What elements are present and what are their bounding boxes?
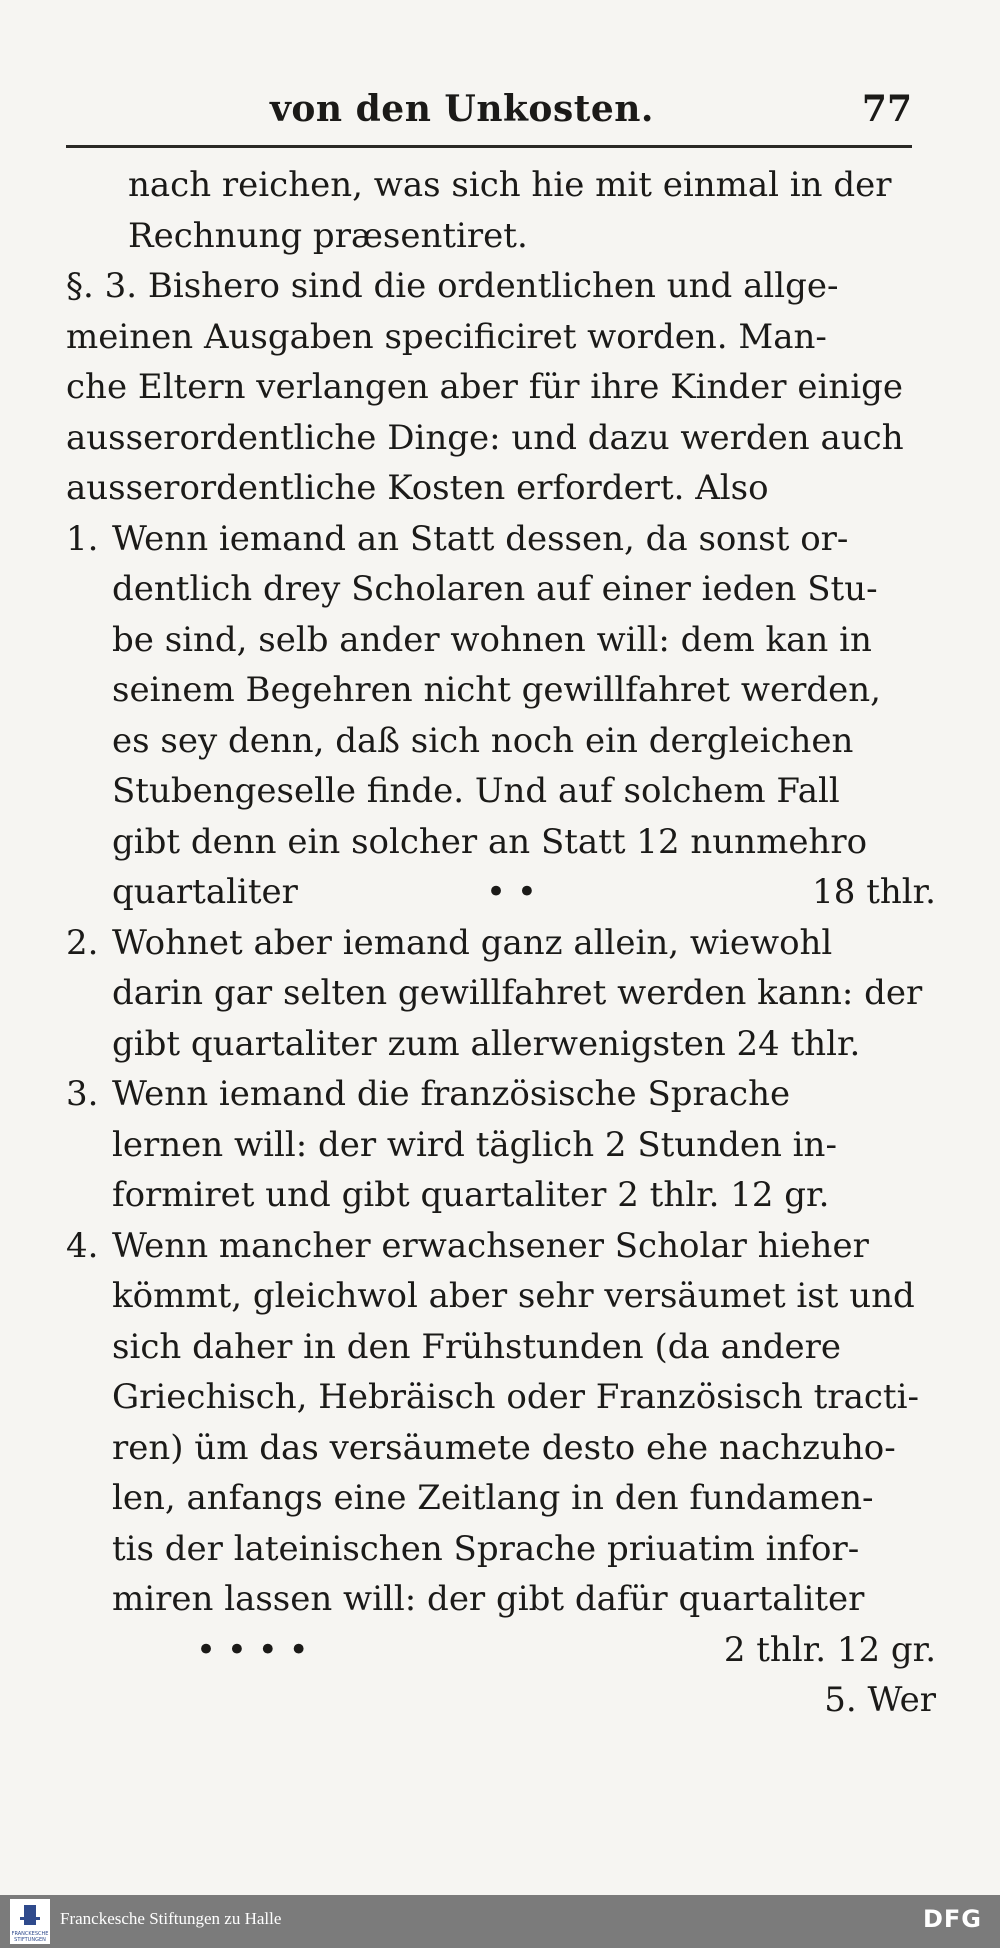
text-line	[66, 968, 936, 1019]
text-line	[66, 1625, 936, 1676]
logo-mark-icon	[24, 1905, 36, 1925]
text-line	[66, 312, 936, 363]
text-line	[66, 514, 936, 565]
line-text: Stubengeselle finde. Und auf solchem Fall	[112, 771, 840, 811]
item-number: 2.	[66, 922, 99, 963]
line-text: Wohnet aber iemand ganz allein, wiewohl	[112, 922, 833, 963]
text-line	[66, 1372, 936, 1423]
dfg-logo: DFG	[922, 1905, 982, 1933]
text-line	[66, 918, 936, 969]
line-text: gibt denn ein solcher an Statt 12 nunmehro	[112, 821, 868, 862]
line-text: kömmt, gleichwol aber sehr versäumet ist und	[112, 1276, 915, 1316]
catchword: 5. Wer	[824, 1680, 936, 1720]
line-text: ausserordentliche Dinge: und dazu werden auch	[66, 417, 904, 458]
text-line	[66, 817, 936, 868]
amount: 2 thlr. 12 gr.	[723, 1629, 936, 1670]
text-line	[66, 1221, 936, 1272]
text-line	[66, 564, 936, 615]
page-header	[270, 88, 930, 134]
institution-name: Franckesche Stiftungen zu Halle	[60, 1909, 282, 1928]
institution-logo	[10, 1899, 50, 1944]
text-line	[66, 463, 936, 514]
line-text: miren lassen will: der gibt dafür quartaliter	[112, 1579, 865, 1619]
line-text: darin gar selten gewillfahret werden kann: der	[112, 973, 923, 1013]
text-line	[66, 716, 936, 767]
text-line	[66, 1322, 936, 1373]
item-number: 3.	[66, 1074, 99, 1114]
line-text: Wenn iemand die französische Sprache	[112, 1074, 791, 1114]
line-text: tis der lateinischen Sprache priuatim infor-	[112, 1528, 860, 1569]
text-line	[66, 1019, 936, 1070]
item-number: 4.	[66, 1225, 99, 1266]
text-line	[66, 261, 936, 312]
line-text: che Eltern verlangen aber für ihre Kinder einige	[66, 367, 904, 407]
text-line	[66, 1675, 936, 1726]
line-text: sich daher in den Frühstunden (da andere	[112, 1326, 842, 1367]
line-text: es sey denn, daß sich noch ein dergleichen	[112, 720, 854, 761]
text-line	[66, 1473, 936, 1524]
line-text: formiret und gibt quartaliter 2 thlr. 12 gr.	[112, 1175, 830, 1215]
text-block	[66, 160, 936, 1726]
text-line	[66, 1574, 936, 1625]
text-line	[66, 160, 936, 211]
running-head: von den Unkosten.	[270, 88, 654, 130]
page-number: 77	[861, 88, 912, 130]
line-text: dentlich drey Scholaren auf einer ieden Stu-	[112, 569, 878, 609]
line-text: ausserordentliche Kosten erfordert. Also	[66, 468, 769, 508]
line-text: Griechisch, Hebräisch oder Französisch tracti-	[112, 1377, 919, 1417]
text-line	[66, 615, 936, 666]
line-text: Wenn mancher erwachsener Scholar hieher	[112, 1225, 869, 1266]
text-line	[66, 1120, 936, 1171]
leader-dots: • •	[486, 872, 537, 912]
line-text: nach reichen, was sich hie mit einmal in der	[128, 165, 892, 205]
text-line	[66, 1423, 936, 1474]
header-rule	[66, 145, 912, 148]
text-line	[66, 1271, 936, 1322]
line-text: be sind, selb ander wohnen will: dem kan in	[112, 619, 872, 660]
line-text: ren) üm das versäumete desto ehe nachzuho-	[112, 1427, 896, 1468]
footer-bar	[0, 1895, 1000, 1948]
line-text: seinem Begehren nicht gewillfahret werden,	[112, 670, 881, 710]
text-line	[66, 362, 936, 413]
logo-text: FRANCKESCHE STIFTUNGEN	[11, 1931, 49, 1943]
text-line	[66, 766, 936, 817]
line-text: lernen will: der wird täglich 2 Stunden in-	[112, 1124, 837, 1165]
line-text: Rechnung præsentiret.	[128, 215, 528, 256]
text-line	[66, 413, 936, 464]
item-number: 1.	[66, 518, 99, 559]
line-text: gibt quartaliter zum allerwenigsten 24 thlr.	[112, 1023, 861, 1064]
leader-dots: • • • •	[196, 1629, 309, 1670]
line-text: quartaliter	[112, 872, 298, 912]
line-text: §. 3. Bishero sind die ordentlichen und allge-	[66, 266, 839, 306]
text-line	[66, 211, 936, 262]
text-line	[66, 867, 936, 918]
text-line	[66, 665, 936, 716]
text-line	[66, 1524, 936, 1575]
line-text: Wenn iemand an Statt dessen, da sonst or-	[112, 518, 849, 559]
line-text: meinen Ausgaben specificiret worden. Man-	[66, 316, 827, 357]
text-line	[66, 1069, 936, 1120]
line-text: len, anfangs eine Zeitlang in den fundamen-	[112, 1478, 874, 1518]
amount: 18 thlr.	[812, 872, 936, 912]
text-line	[66, 1170, 936, 1221]
